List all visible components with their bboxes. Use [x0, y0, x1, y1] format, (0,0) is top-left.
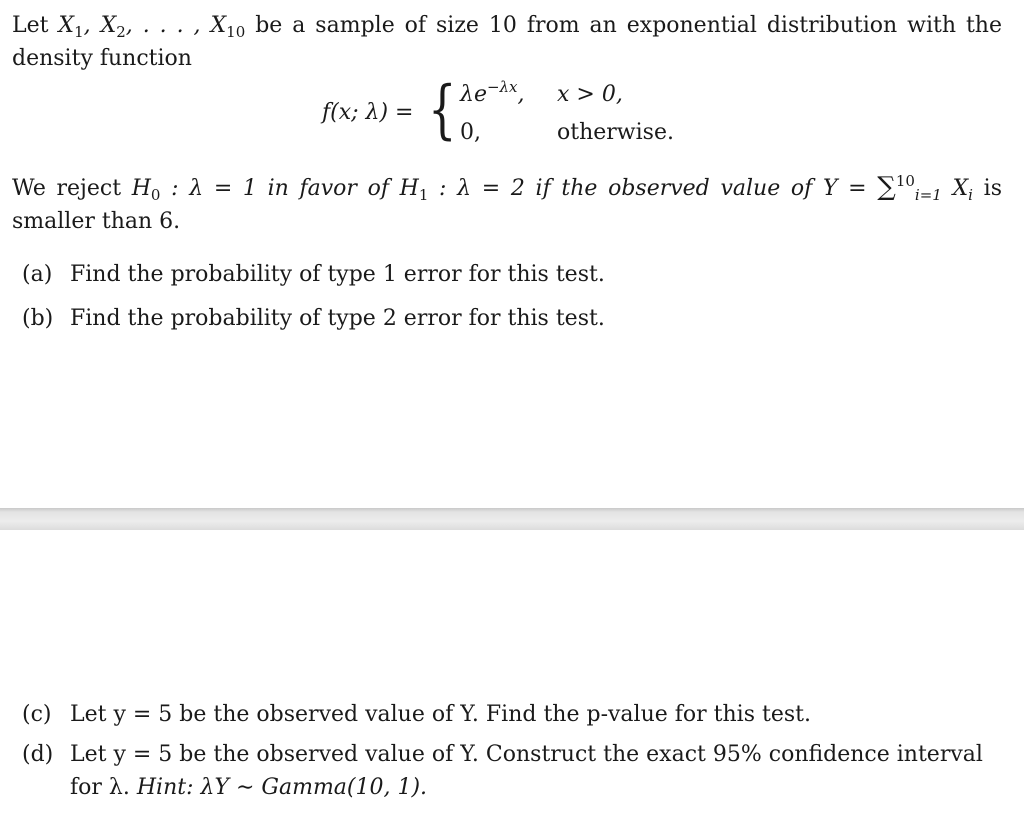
case2-condition: otherwise.: [557, 120, 674, 145]
statistic-definition: Y = ∑$^{10}_{i=1}$ $X_i$: [822, 172, 973, 204]
case1-condition: x > 0,: [557, 82, 623, 107]
part-d-body: [70, 738, 1000, 804]
part-a-text: Find the probability of type 1 error for this test.: [70, 262, 605, 287]
alt-hypothesis: $H_1$: [399, 176, 429, 204]
part-a-label: (a): [22, 262, 53, 287]
part-b-text: Find the probability of type 2 error for this test.: [70, 306, 605, 331]
part-c-text: Let y = 5 be the observed value of Y. Find the p-value for this test.: [70, 702, 811, 727]
density-lhs: f(x; λ) =: [322, 100, 414, 125]
rejection-paragraph: [12, 171, 1002, 238]
reject-text-1: We reject: [12, 176, 132, 201]
part-d-hint: λY ∼ Gamma(10, 1).: [200, 775, 428, 800]
part-d-label: (d): [22, 742, 54, 767]
null-hypothesis: $H_0$: [131, 176, 161, 204]
cases-brace: {: [428, 73, 457, 147]
part-c-label: (c): [22, 702, 52, 727]
case2-value: 0,: [460, 120, 481, 145]
page-bottom: [0, 530, 1024, 826]
part-b-label: (b): [22, 306, 54, 331]
part-d-hint-label: Hint:: [136, 775, 194, 800]
null-hypothesis-eq: : λ = 1 in favor of: [160, 176, 400, 201]
page-separator: [0, 508, 1024, 530]
intro-text-1: Let: [12, 13, 59, 38]
reject-text-2: is smaller than 6.: [12, 176, 1002, 234]
alt-hypothesis-eq: : λ = 2 if the observed value of: [428, 176, 823, 201]
case1-value: $\lambda e^{-\lambda x}$,: [460, 78, 525, 107]
density-function: [322, 72, 722, 156]
intro-paragraph: [12, 9, 1002, 75]
sample-variables: $X_1$, $X_2$, . . . , $X_{10}$: [58, 13, 246, 41]
part-d-text: Let y = 5 be the observed value of Y. Construct the exact 95% confidence interval for λ.: [70, 742, 983, 800]
intro-text-2: be a sample of size 10 from an exponential distribution with the density function: [12, 13, 1002, 71]
